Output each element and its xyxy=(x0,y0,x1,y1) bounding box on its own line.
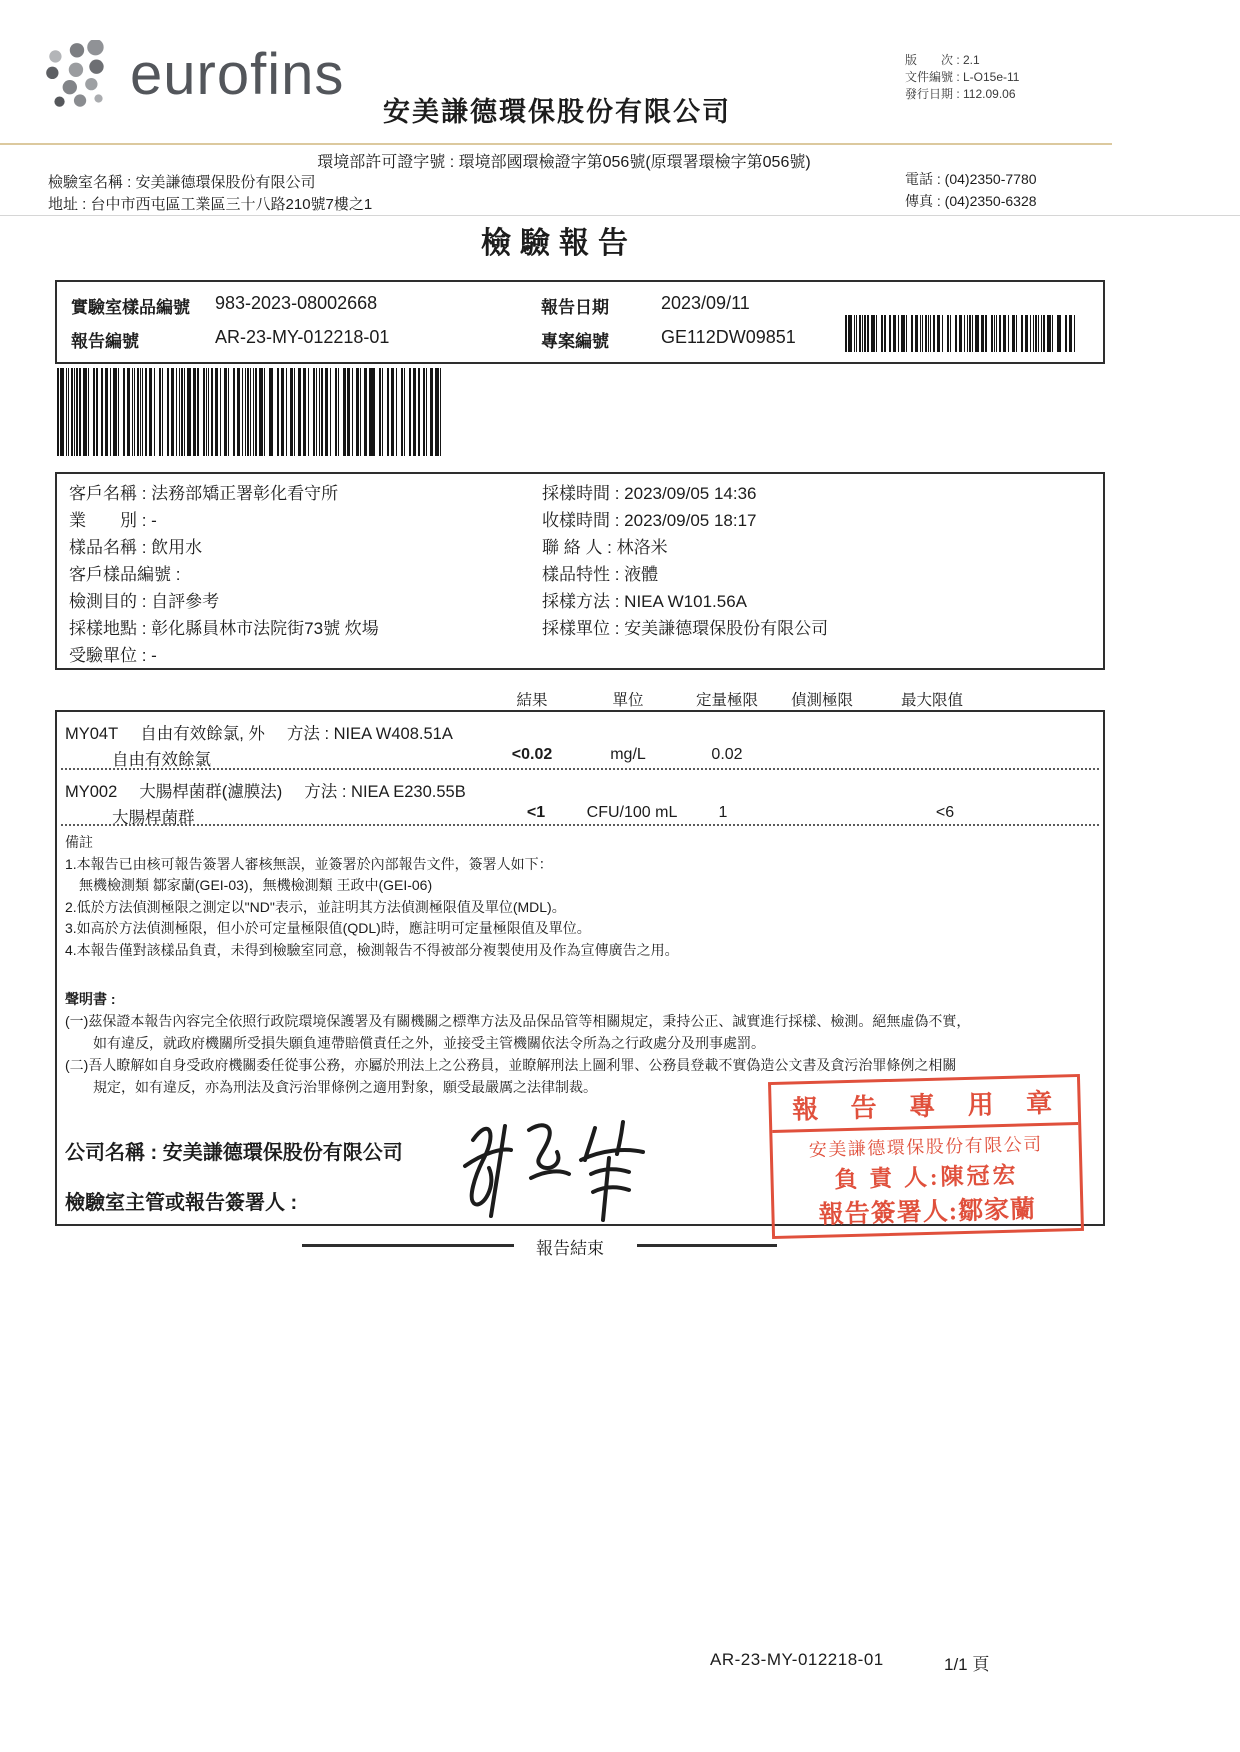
column-header-loq: 定量極限 xyxy=(695,692,759,709)
report-no-label: 報告編號 xyxy=(71,332,139,351)
report-date-label: 報告日期 xyxy=(541,298,609,317)
loq-value-2: 1 xyxy=(718,804,728,821)
thin-divider xyxy=(0,215,1240,216)
row-divider xyxy=(61,824,1099,826)
column-header-max-limit: 最大限值 xyxy=(900,692,964,709)
note-item: 4.本報告僅對該樣品負責，未得到檢驗室同意，檢測報告不得被部分複製使用及作為宣傳廣告之用。 xyxy=(65,941,679,958)
stamp-company: 安美謙德環保股份有限公司 xyxy=(808,1133,1043,1161)
end-marker-line-right xyxy=(637,1244,777,1247)
report-title: 檢驗報告 xyxy=(481,227,637,260)
analyte-name-1: 自由有效餘氯 xyxy=(112,751,211,769)
sample-barcode xyxy=(57,368,443,456)
note-item: 1.本報告已由核可報告簽署人審核無誤，並簽署於內部報告文件，簽署人如下： xyxy=(65,855,553,872)
customer-info-right-column xyxy=(542,480,828,642)
project-no-label: 專案編號 xyxy=(541,332,609,351)
company-name: 安美謙德環保股份有限公司 xyxy=(383,97,731,127)
version-line: 版 次 : 2.1 xyxy=(905,53,980,67)
declaration-item: 如有違反，就政府機關所受損失願負連帶賠償責任之外，並接受主管機關依法令所為之行政處分及刑事處罰。 xyxy=(65,1035,765,1051)
report-no-value: AR-23-MY-012218-01 xyxy=(215,327,390,347)
permit-line: 環境部許可證字號 : 環境部國環檢證字第056號(原環署環檢字第056號) xyxy=(317,154,811,171)
analyte-name-2: 大腸桿菌群 xyxy=(112,809,195,827)
end-marker-text: 報告結束 xyxy=(536,1239,604,1258)
column-header-unit: 單位 xyxy=(612,692,644,709)
sampling-site-line: 採樣地點 : 彰化縣員林市法院街73號 炊場 xyxy=(69,619,379,638)
stamp-report-signer: 報告簽署人:鄒家蘭 xyxy=(818,1196,1037,1229)
receiving-time-line: 收樣時間 : 2023/09/05 18:17 xyxy=(542,511,757,530)
industry-line: 業 別 : - xyxy=(69,511,157,530)
tested-unit-line: 受驗單位 : - xyxy=(69,646,157,665)
lab-sample-no-label: 實驗室樣品編號 xyxy=(71,298,190,317)
max-limit-value-2: <6 xyxy=(935,804,955,821)
analysis-name-1: 自由有效餘氯, 外 xyxy=(140,725,265,743)
unit-value-1: mg/L xyxy=(610,746,646,763)
declaration-item: (一)茲保證本報告內容完全依照行政院環境保護署及有關機關之標準方法及品保品管等相關規定，秉持公正、誠實進行採樣、檢測。絕無虛偽不實， xyxy=(65,1013,971,1029)
stamp-responsible-person: 負 責 人:陳冠宏 xyxy=(834,1162,1019,1193)
footer-page-number: 1/1 頁 xyxy=(944,1655,990,1674)
test-purpose-line: 檢測目的 : 自評參考 xyxy=(69,592,220,611)
column-header-result: 結果 xyxy=(516,692,548,709)
notes-section xyxy=(65,832,679,961)
end-marker-line-left xyxy=(302,1244,514,1247)
footer-report-no: AR-23-MY-012218-01 xyxy=(710,1650,884,1669)
eurofins-wordmark: eurofins xyxy=(130,42,345,107)
notes-title: 備註 xyxy=(65,834,93,850)
customer-info-box xyxy=(55,472,1105,670)
customer-sample-no-line: 客戶樣品編號 : xyxy=(69,565,181,584)
header-divider xyxy=(0,143,1112,145)
signoff-signer-line: 檢驗室主管或報告簽署人 : xyxy=(65,1192,298,1214)
doc-number-line: 文件編號 : L-O15e-11 xyxy=(905,70,1020,84)
sampling-time-line: 採樣時間 : 2023/09/05 14:36 xyxy=(542,484,757,503)
report-date-value: 2023/09/11 xyxy=(661,293,750,313)
declaration-title: 聲明書 : xyxy=(65,991,116,1007)
address-line: 地址 : 台中市西屯區工業區三十八路210號7樓之1 xyxy=(48,196,373,213)
signoff-company-line: 公司名稱 : 安美謙德環保股份有限公司 xyxy=(65,1142,403,1164)
lab-sample-no-value: 983-2023-08002668 xyxy=(215,293,378,313)
analysis-method-1: 方法 : NIEA W408.51A xyxy=(286,725,453,743)
analysis-name-2: 大腸桿菌群(濾膜法) xyxy=(139,783,283,801)
method-line-1 xyxy=(65,720,475,744)
sample-id-box xyxy=(55,280,1105,364)
column-header-lod: 偵測極限 xyxy=(790,692,854,709)
unit-value-2: CFU/100 mL xyxy=(586,804,678,821)
note-item: 無機檢測類 鄒家蘭(GEI-03)，無機檢測類 王政中(GEI-06) xyxy=(65,877,433,893)
row-divider xyxy=(61,768,1099,770)
note-item: 2.低於方法偵測極限之測定以"ND"表示，並註明其方法偵測極限值及單位(MDL)。 xyxy=(65,898,566,915)
declaration-item: 規定，如有違反，亦為刑法及貪污治罪條例之適用對象，願受最嚴厲之法律制裁。 xyxy=(65,1079,597,1095)
sample-name-line: 樣品名稱 : 飲用水 xyxy=(69,538,203,557)
stamp-title: 報 告 專 用 章 xyxy=(771,1077,1078,1133)
contact-person-line: 聯 絡 人 : 林洛米 xyxy=(542,538,668,557)
project-no-value: GE112DW09851 xyxy=(661,327,796,347)
analysis-code-2: MY002 xyxy=(65,783,118,801)
note-item: 3.如高於方法偵測極限，但小於可定量極限值(QDL)時，應註明可定量極限值及單位。 xyxy=(65,920,591,936)
declaration-item: (二)吾人瞭解如自身受政府機關委任從事公務，亦屬於刑法上之公務員，並瞭解刑法上圖利罪、公務員登載不實偽造公文書及貪污治罪條例之相關 xyxy=(65,1057,957,1073)
issue-date-line: 發行日期 : 112.09.06 xyxy=(905,87,1016,101)
customer-info-left-column xyxy=(69,480,379,669)
loq-value-1: 0.02 xyxy=(711,746,743,763)
report-stamp xyxy=(768,1074,1084,1239)
result-value-2: <1 xyxy=(526,804,546,821)
customer-name-line: 客戶名稱 : 法務部矯正署彰化看守所 xyxy=(69,484,339,503)
method-line-2 xyxy=(65,778,488,802)
project-barcode xyxy=(845,315,1077,352)
fax-line: 傳真 : (04)2350-6328 xyxy=(905,193,1037,209)
signature-scribble xyxy=(445,1108,680,1226)
lab-name-line: 檢驗室名稱 : 安美謙德環保股份有限公司 xyxy=(48,174,316,191)
sampling-unit-line: 採樣單位 : 安美謙德環保股份有限公司 xyxy=(542,619,829,638)
sample-property-line: 樣品特性 : 液體 xyxy=(542,565,659,584)
phone-line: 電話 : (04)2350-7780 xyxy=(905,171,1037,187)
results-box xyxy=(55,710,1105,1229)
analysis-method-2: 方法 : NIEA E230.55B xyxy=(304,783,466,801)
analysis-code-1: MY04T xyxy=(65,725,119,743)
sampling-method-line: 採樣方法 : NIEA W101.56A xyxy=(542,592,748,611)
result-value-1: <0.02 xyxy=(511,746,553,763)
